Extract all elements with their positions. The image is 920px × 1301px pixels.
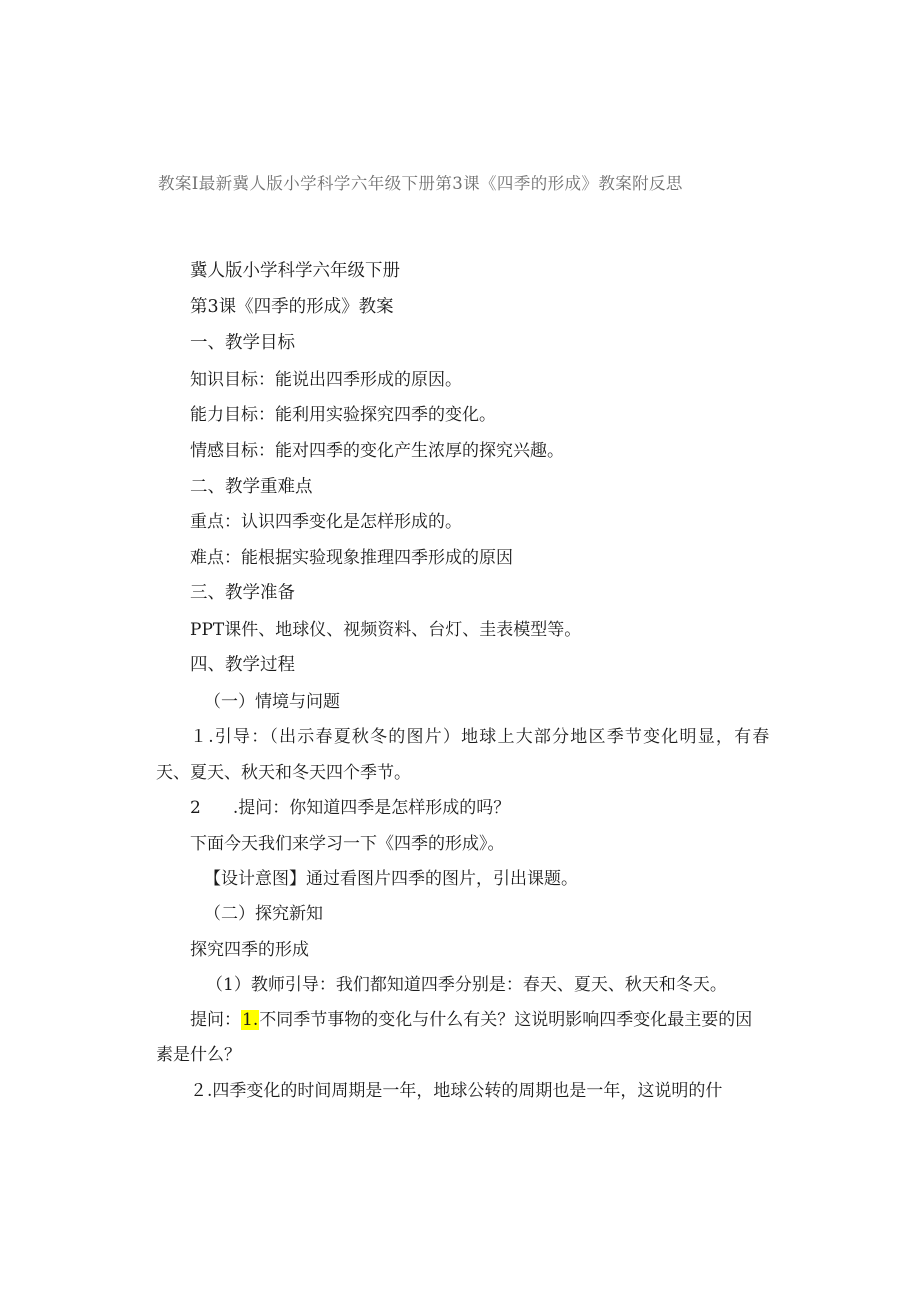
paragraph-guide-1-cont: 天、夏天、秋天和冬天四个季节。 xyxy=(156,763,411,783)
paragraph-question-cont: 素是什么？ xyxy=(156,1045,241,1065)
key-point: 重点：认识四季变化是怎样形成的。 xyxy=(190,512,462,532)
teacher-guide: （1）教师引导：我们都知道四季分别是：春天、夏天、秋天和冬天。 xyxy=(206,975,727,995)
preparation-materials: PPT课件、地球仪、视频资料、台灯、圭表模型等。 xyxy=(190,620,582,640)
question-text: .提问：你知道四季是怎样形成的吗？ xyxy=(232,798,511,818)
subsection-explore: （二）探究新知 xyxy=(204,904,323,924)
highlighted-number: 1. xyxy=(242,1010,259,1030)
difficult-point: 难点：能根据实验现象推理四季形成的原因 xyxy=(190,548,513,568)
subsection-scenario: （一）情境与问题 xyxy=(204,692,340,712)
paragraph-intro-topic: 下面今天我们来学习一下《四季的形成》。 xyxy=(190,834,505,854)
objective-knowledge: 知识目标：能说出四季形成的原因。 xyxy=(190,370,462,390)
paragraph-question-2 xyxy=(190,796,510,820)
objective-emotion: 情感目标：能对四季的变化产生浓厚的探究兴趣。 xyxy=(190,441,564,461)
lesson-title: 第3课《四季的形成》教案 xyxy=(190,297,394,317)
paragraph-question-2b: ２.四季变化的时间周期是一年，地球公转的周期也是一年，这说明的什 xyxy=(190,1081,723,1101)
question-text: 不同季节事物的变化与什么有关？这说明影响四季变化最主要的因 xyxy=(259,1010,753,1030)
paragraph-guide-1: １.引导：（出示春夏秋冬的图片）地球上大部分地区季节变化明显，有春 xyxy=(190,727,771,747)
section-heading-preparation: 三、教学准备 xyxy=(190,583,295,603)
design-intent: 【设计意图】通过看图片四季的图片，引出课题。 xyxy=(204,869,578,889)
list-number: 2 xyxy=(190,798,201,818)
section-heading-process: 四、教学过程 xyxy=(190,655,295,675)
document-header-title: 教案Ⅰ最新冀人版小学科学六年级下册第3课《四季的形成》教案附反思 xyxy=(158,174,683,193)
section-heading-key-points: 二、教学重难点 xyxy=(190,477,313,497)
question-label: 提问： xyxy=(190,1010,241,1030)
section-heading-objectives: 一、教学目标 xyxy=(190,333,295,353)
objective-ability: 能力目标：能利用实验探究四季的变化。 xyxy=(190,405,496,425)
paragraph-question-list xyxy=(190,1008,752,1032)
explore-topic: 探究四季的形成 xyxy=(190,940,309,960)
subject-line: 冀人版小学科学六年级下册 xyxy=(190,261,400,281)
